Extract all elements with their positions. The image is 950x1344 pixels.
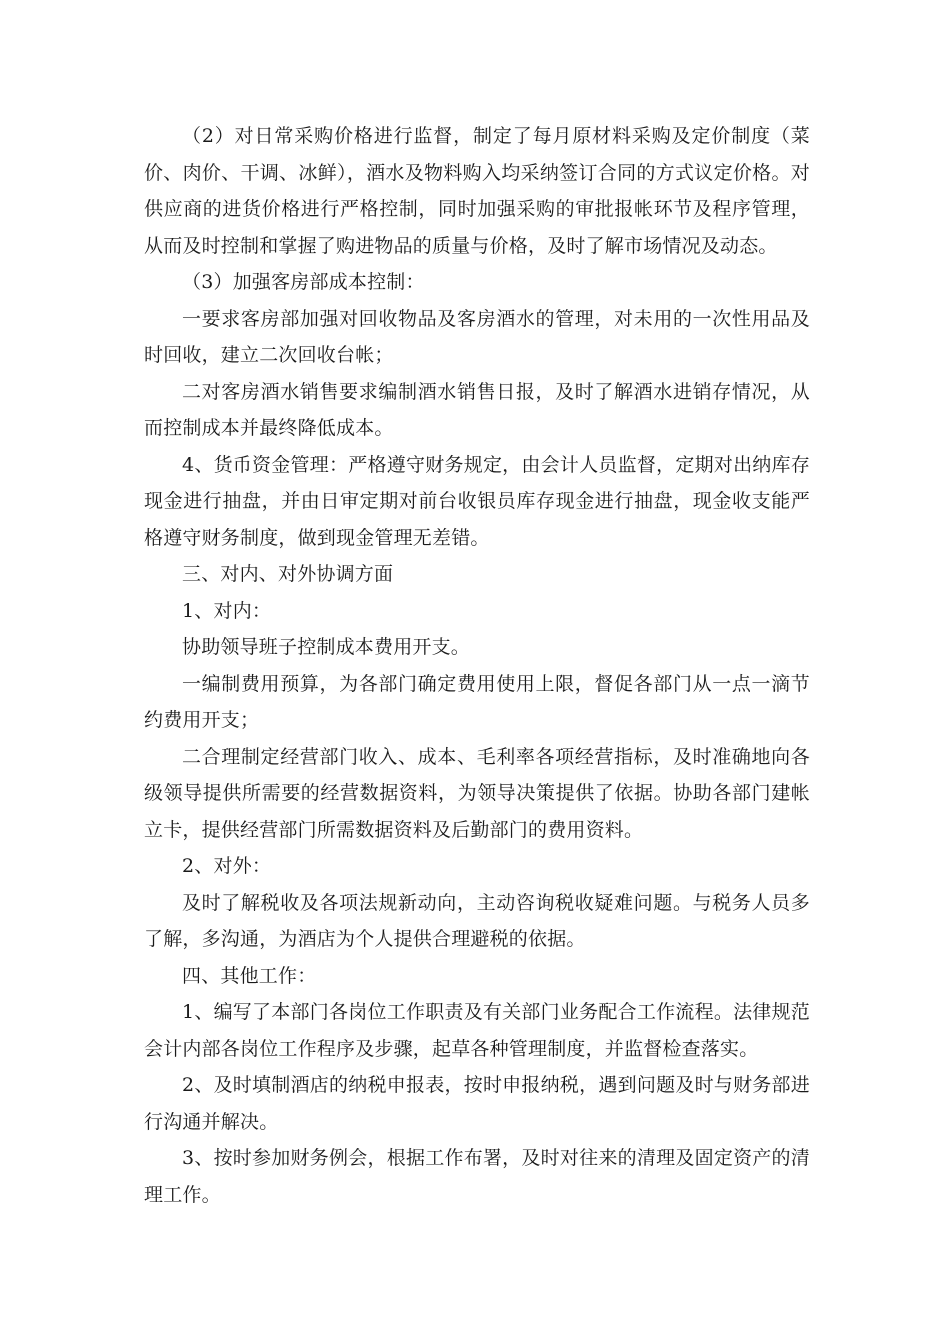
paragraph-room-cost-heading: （3）加强客房部成本控制： xyxy=(182,271,425,293)
paragraph-operating-indicators: 二合理制定经营部门收入、成本、毛利率各项经营指标，及时准确地向各级领导提供所需要的经营数据资料，为领导决策提供了依据。协助各部门建帐立卡，提供经营部门所需数据资料及后勤部门的费用资料。 xyxy=(144,745,810,841)
paragraph-tax-communication: 及时了解税收及各项法规新动向，主动咨询税收疑难问题。与税务人员多了解，多沟通，为酒店为个人提供合理避税的依据。 xyxy=(144,891,810,950)
section-heading-other-work: 四、其他工作： xyxy=(182,964,317,987)
subheading-internal: 1、对内： xyxy=(182,599,272,622)
paragraph-cash-management: 4、货币资金管理：严格遵守财务规定，由会计人员监督，定期对出纳库存现金进行抽盘，并由日审定期对前台收银员库存现金进行抽盘，现金收支能严格遵守财务制度，做到现金管理无差错。 xyxy=(144,453,810,549)
section-heading-coordination: 三、对内、对外协调方面 xyxy=(182,563,394,585)
paragraph-assist-leadership: 协助领导班子控制成本费用开支。 xyxy=(182,636,471,658)
subheading-external: 2、对外： xyxy=(182,855,272,877)
paragraph-finance-meetings: 3、按时参加财务例会，根据工作布署，及时对往来的清理及固定资产的清理工作。 xyxy=(144,1147,810,1206)
document-body xyxy=(144,118,810,1213)
paragraph-job-responsibilities: 1、编写了本部门各岗位工作职责及有关部门业务配合工作流程。法律规范会计内部各岗位工作程序及步骤，起草各种管理制度，并监督检查落实。 xyxy=(144,1001,810,1060)
paragraph-purchase-price-supervision: （2）对日常采购价格进行监督，制定了每月原材料采购及定价制度（菜价、肉价、干调、冰鲜），酒水及物料购入均采纳签订合同的方式议定价格。对供应商的进货价格进行严格控制，同时加强采购的审批报帐环节及程序管理，从而及时控制和掌握了购进物品的质量与价格，及时了解市场情况及动态。 xyxy=(144,125,810,257)
paragraph-room-recycling: 一要求客房部加强对回收物品及客房酒水的管理，对未用的一次性用品及时回收，建立二次回收台帐； xyxy=(144,307,810,366)
paragraph-budgeting: 一编制费用预算，为各部门确定费用使用上限，督促各部门从一点一滴节约费用开支； xyxy=(144,672,810,731)
paragraph-room-drinks-sales: 二对客房酒水销售要求编制酒水销售日报，及时了解酒水进销存情况，从而控制成本并最终降低成本。 xyxy=(144,380,810,439)
paragraph-tax-filing: 2、及时填制酒店的纳税申报表，按时申报纳税，遇到问题及时与财务部进行沟通并解决。 xyxy=(144,1074,810,1133)
